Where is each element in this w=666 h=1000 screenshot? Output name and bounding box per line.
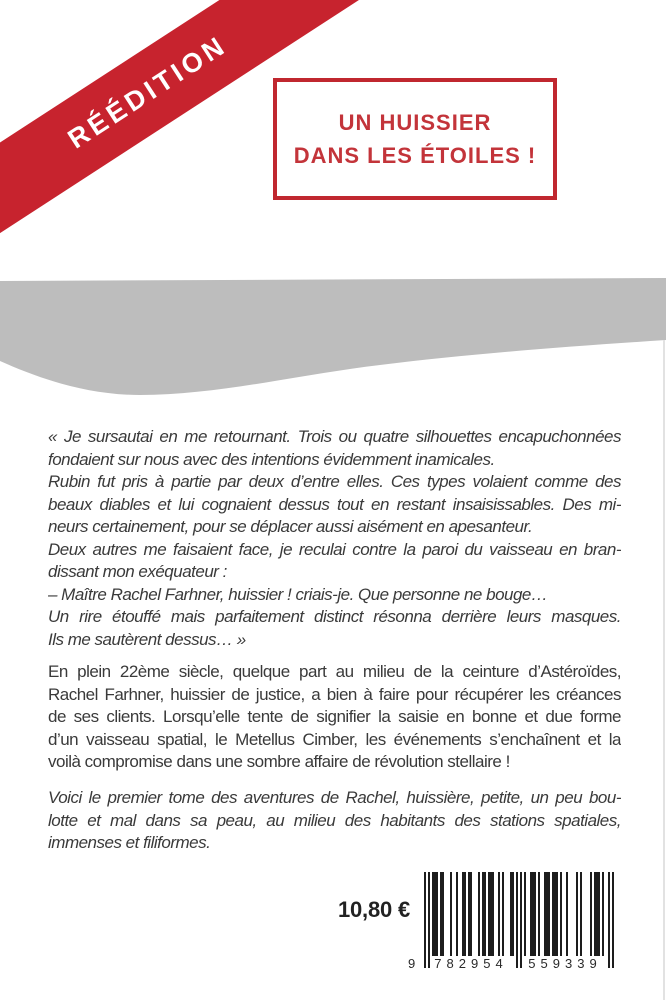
text-line: neurs certainement, pour se déplacer aussi aisément en apesanteur. (48, 517, 533, 536)
barcode-digit-group-1: 9 (408, 956, 421, 971)
gray-wave-path (0, 278, 666, 395)
text-line: d’un vaisseau spatial, le Metellus Cimber, les événements s’enchaînent et la (48, 729, 621, 749)
barcode (408, 872, 614, 972)
text-line: lotte et mal dans sa peau, au milieu des habitants des stations spatiales, (48, 810, 621, 830)
tagline-block (48, 787, 621, 855)
synopsis-block (48, 661, 621, 774)
text-line: fondaient sur nous avec des intentions évidemment inamicales. (48, 449, 495, 469)
text-line: En plein 22ème siècle, quelque part au milieu de la ceinture d’Astéroïdes, (48, 662, 621, 681)
text-line: Voici le premier tome des aventures de Rachel, huissière, petite, un peu bou- (48, 788, 621, 807)
text-line: Ils me sautèrent dessus… » (48, 629, 246, 649)
title-box (273, 78, 557, 200)
text-line: « Je sursautai en me retournant. Trois ou quatre silhouettes encapuchonnées (48, 427, 621, 446)
text-line: voilà compromise dans une sombre affaire de révolution stellaire ! (48, 752, 510, 771)
barcode-digit-group-3: 559339 (528, 956, 602, 971)
text-line: Rachel Farhner, huissier de justice, a bien à faire pour récupérer les créances (48, 684, 621, 704)
text-line: Rubin fut pris à partie par deux d’entre elles. Ces types volaient comme des (48, 472, 621, 491)
page-edge-line (663, 340, 665, 1000)
gray-wave-band (0, 276, 666, 402)
text-line: dissant mon exéquateur : (48, 562, 227, 581)
text-line: – Maître Rachel Farhner, huissier ! criais-je. Que personne ne bouge… (48, 584, 548, 604)
text-line: Un rire étouffé mais parfaitement distinct résonna derrière leurs masques. (48, 607, 621, 626)
title-line-1: UN HUISSIER (338, 110, 492, 135)
text-line: de ses clients. Lorsqu’elle tente de signifier la saisie en bonne et due forme (48, 707, 621, 726)
title-line-2: DANS LES ÉTOILES ! (293, 143, 537, 168)
text-line: beaux diables et lui cognaient dessus tout en restant insaisissables. Des mi- (48, 494, 621, 514)
barcode-digit-group-2: 782954 (434, 956, 508, 971)
price-label: 10,80 € (337, 897, 410, 922)
reedition-ribbon-label: RÉÉDITION (62, 29, 233, 155)
text-line: Deux autres me faisaient face, je reculai contre la paroi du vaisseau en bran- (48, 539, 621, 559)
quote-block (48, 426, 621, 651)
text-line: immenses et filiformes. (48, 833, 211, 852)
